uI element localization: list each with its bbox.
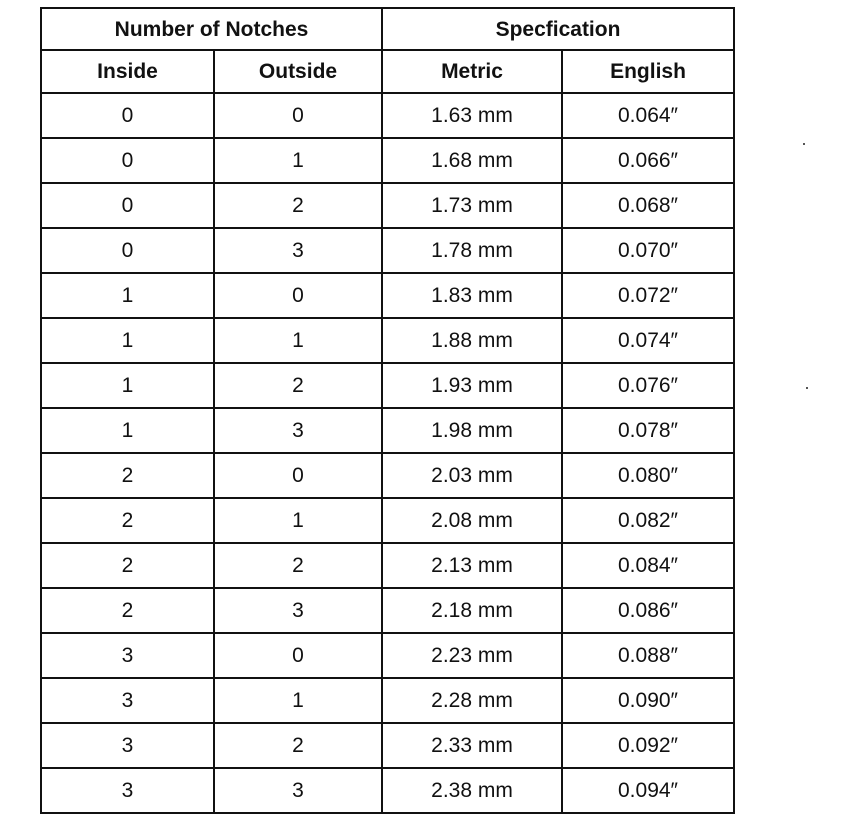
outside-cell: 0 bbox=[214, 273, 382, 318]
table-row bbox=[41, 543, 734, 588]
inside-cell: 1 bbox=[41, 273, 214, 318]
english-cell: 0.074″ bbox=[562, 318, 734, 363]
inside-cell: 3 bbox=[41, 723, 214, 768]
outside-cell: 2 bbox=[214, 363, 382, 408]
english-cell: 0.084″ bbox=[562, 543, 734, 588]
table-row bbox=[41, 408, 734, 453]
outside-cell: 3 bbox=[214, 228, 382, 273]
table-row bbox=[41, 363, 734, 408]
english-cell: 0.094″ bbox=[562, 768, 734, 813]
english-cell: 0.086″ bbox=[562, 588, 734, 633]
inside-cell: 1 bbox=[41, 318, 214, 363]
outside-cell: 3 bbox=[214, 588, 382, 633]
inside-cell: 0 bbox=[41, 183, 214, 228]
english-cell: 0.080″ bbox=[562, 453, 734, 498]
metric-cell: 1.88 mm bbox=[382, 318, 562, 363]
table-row bbox=[41, 93, 734, 138]
inside-cell: 1 bbox=[41, 408, 214, 453]
english-cell: 0.064″ bbox=[562, 93, 734, 138]
inside-cell: 2 bbox=[41, 453, 214, 498]
outside-cell: 2 bbox=[214, 723, 382, 768]
inside-cell: 2 bbox=[41, 543, 214, 588]
metric-cell: 2.38 mm bbox=[382, 768, 562, 813]
column-header-row bbox=[41, 50, 734, 93]
outside-cell: 2 bbox=[214, 183, 382, 228]
table-row bbox=[41, 678, 734, 723]
outside-cell: 1 bbox=[214, 318, 382, 363]
metric-cell: 2.03 mm bbox=[382, 453, 562, 498]
notch-specification-table bbox=[40, 7, 735, 814]
table-row bbox=[41, 183, 734, 228]
metric-cell: 2.23 mm bbox=[382, 633, 562, 678]
outside-header: Outside bbox=[214, 50, 382, 93]
english-cell: 0.068″ bbox=[562, 183, 734, 228]
inside-cell: 1 bbox=[41, 363, 214, 408]
outside-cell: 1 bbox=[214, 138, 382, 183]
table-row bbox=[41, 273, 734, 318]
outside-cell: 3 bbox=[214, 408, 382, 453]
metric-cell: 2.18 mm bbox=[382, 588, 562, 633]
inside-cell: 0 bbox=[41, 93, 214, 138]
outside-cell: 1 bbox=[214, 498, 382, 543]
english-cell: 0.070″ bbox=[562, 228, 734, 273]
metric-cell: 2.08 mm bbox=[382, 498, 562, 543]
table-row bbox=[41, 228, 734, 273]
table-row bbox=[41, 318, 734, 363]
inside-cell: 3 bbox=[41, 633, 214, 678]
table-row bbox=[41, 768, 734, 813]
metric-cell: 2.33 mm bbox=[382, 723, 562, 768]
metric-cell: 2.28 mm bbox=[382, 678, 562, 723]
specification-header: Specfication bbox=[382, 8, 734, 50]
outside-cell: 3 bbox=[214, 768, 382, 813]
inside-header: Inside bbox=[41, 50, 214, 93]
english-cell: 0.088″ bbox=[562, 633, 734, 678]
stray-dot bbox=[803, 143, 805, 145]
english-header: English bbox=[562, 50, 734, 93]
group-header-row bbox=[41, 8, 734, 50]
metric-cell: 1.93 mm bbox=[382, 363, 562, 408]
table-row bbox=[41, 138, 734, 183]
english-cell: 0.090″ bbox=[562, 678, 734, 723]
english-cell: 0.082″ bbox=[562, 498, 734, 543]
inside-cell: 3 bbox=[41, 678, 214, 723]
english-cell: 0.078″ bbox=[562, 408, 734, 453]
inside-cell: 2 bbox=[41, 588, 214, 633]
stray-dot bbox=[806, 387, 808, 389]
english-cell: 0.092″ bbox=[562, 723, 734, 768]
table-row bbox=[41, 633, 734, 678]
metric-cell: 1.73 mm bbox=[382, 183, 562, 228]
inside-cell: 0 bbox=[41, 138, 214, 183]
outside-cell: 2 bbox=[214, 543, 382, 588]
english-cell: 0.076″ bbox=[562, 363, 734, 408]
outside-cell: 0 bbox=[214, 93, 382, 138]
metric-cell: 1.83 mm bbox=[382, 273, 562, 318]
english-cell: 0.072″ bbox=[562, 273, 734, 318]
metric-cell: 1.68 mm bbox=[382, 138, 562, 183]
outside-cell: 0 bbox=[214, 633, 382, 678]
metric-cell: 1.98 mm bbox=[382, 408, 562, 453]
inside-cell: 0 bbox=[41, 228, 214, 273]
outside-cell: 0 bbox=[214, 453, 382, 498]
table-row bbox=[41, 588, 734, 633]
table-row bbox=[41, 453, 734, 498]
inside-cell: 2 bbox=[41, 498, 214, 543]
metric-header: Metric bbox=[382, 50, 562, 93]
english-cell: 0.066″ bbox=[562, 138, 734, 183]
table-row bbox=[41, 498, 734, 543]
outside-cell: 1 bbox=[214, 678, 382, 723]
metric-cell: 1.63 mm bbox=[382, 93, 562, 138]
metric-cell: 2.13 mm bbox=[382, 543, 562, 588]
table-row bbox=[41, 723, 734, 768]
inside-cell: 3 bbox=[41, 768, 214, 813]
metric-cell: 1.78 mm bbox=[382, 228, 562, 273]
table-body bbox=[41, 93, 734, 813]
number-of-notches-header: Number of Notches bbox=[41, 8, 382, 50]
